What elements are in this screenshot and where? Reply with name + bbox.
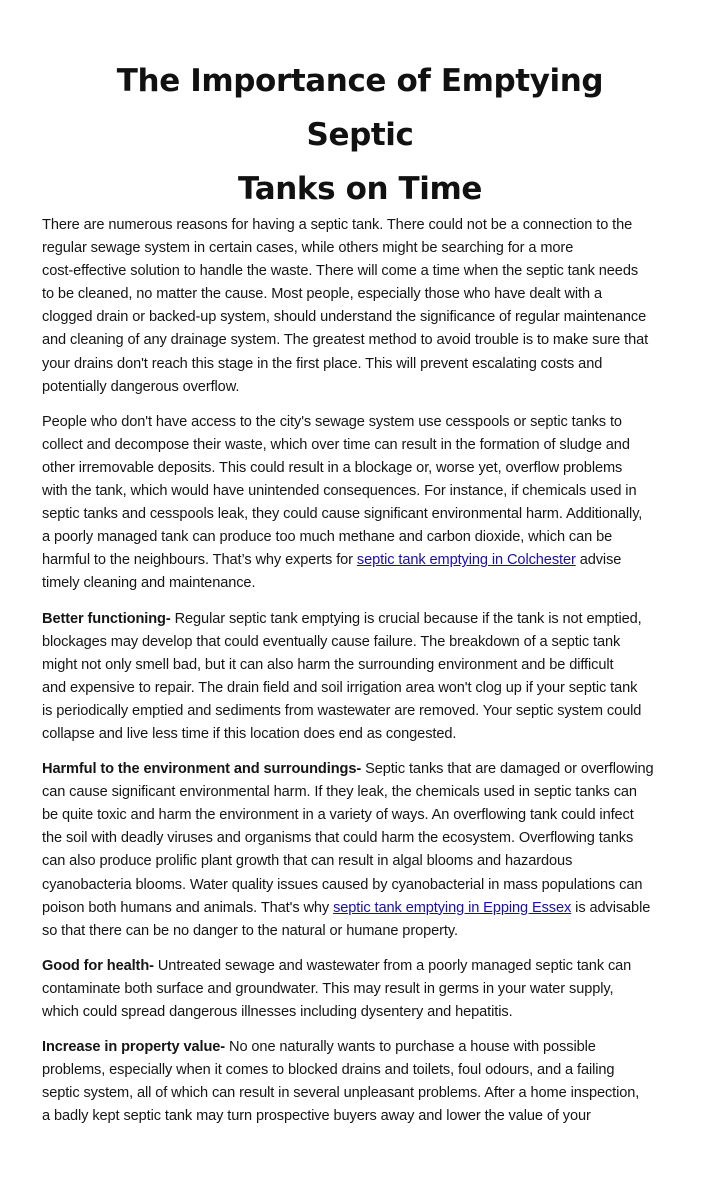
text-line: a badly kept septic tank may turn prospective buyers away and lower the value of your: [42, 1108, 591, 1125]
text-line: potentially dangerous overflow.: [42, 378, 240, 395]
text-line: [42, 608, 682, 631]
text-line: [42, 758, 682, 781]
paragraph-cesspools: [42, 411, 682, 596]
text-line: [42, 955, 682, 978]
text-line: timely cleaning and maintenance.: [42, 575, 256, 592]
text-line: a poorly managed tank can produce too much methane and carbon dioxide, which can be: [42, 529, 613, 546]
lead-rest-text: Untreated sewage and wastewater from a poorly managed septic tank can: [153, 957, 632, 974]
text-line: can also produce prolific plant growth that can result in algal blooms and hazardous: [42, 853, 573, 870]
text-line: regular sewage system in certain cases, while others might be searching for a more: [42, 240, 574, 257]
text-line: cost-effective solution to handle the waste. There will come a time when the septic tank needs: [42, 263, 639, 280]
text-line: other irremovable deposits. This could result in a blockage or, worse yet, overflow problems: [42, 459, 623, 476]
link-septic-tank-emptying-colchester[interactable]: septic tank emptying in Colchester: [356, 552, 576, 569]
text-line: People who don't have access to the city's sewage system use cesspools or septic tanks to: [42, 413, 622, 430]
text-line: can cause significant environmental harm. If they leak, the chemicals used in septic tanks can: [42, 784, 637, 801]
text-line: and expensive to repair. The drain field and soil irrigation area won't clog up if your septic tank: [42, 679, 638, 696]
text-line: problems, especially when it comes to blocked drains and toilets, foul odours, and a failing: [42, 1062, 615, 1079]
paragraph-intro: [42, 214, 682, 399]
text-line: contaminate both surface and groundwater. This may result in germs in your water supply,: [42, 980, 614, 997]
text-line: be quite toxic and harm the environment in a variety of ways. An overflowing tank could infect: [42, 807, 634, 824]
link-lead-text: poison both humans and animals. That's why: [42, 899, 334, 916]
lead-rest-text: Septic tanks that are damaged or overflowing: [361, 761, 654, 778]
text-line: septic tanks and cesspools leak, they could cause significant environmental harm. Additionally,: [42, 506, 643, 523]
text-line: your drains don't reach this stage in the first place. This will prevent escalating costs and: [42, 355, 603, 372]
text-line: collect and decompose their waste, which over time can result in the formation of sludge and: [42, 436, 630, 453]
text-line: with the tank, which would have unintended consequences. For instance, if chemicals used in: [42, 483, 637, 500]
paragraph-environment: [42, 758, 682, 943]
text-line: is periodically emptied and sediments from wastewater are removed. Your septic system could: [42, 702, 642, 719]
text-line: and cleaning of any drainage system. The greatest method to avoid trouble is to make sure that: [42, 332, 649, 349]
article-body: [42, 214, 682, 1140]
lead-rest-text: No one naturally wants to purchase a house with possible: [225, 1039, 596, 1056]
paragraph-property-value: [42, 1036, 682, 1128]
text-line: to be cleaned, no matter the cause. Most people, especially those who have dealt with a: [42, 286, 602, 303]
section-lead-health: Good for health-: [42, 957, 154, 974]
page-title: [60, 54, 660, 216]
link-trail-text: is advisable: [571, 899, 651, 916]
paragraph-health: [42, 955, 682, 1024]
link-septic-tank-emptying-epping-essex[interactable]: septic tank emptying in Epping Essex: [333, 899, 572, 916]
lead-rest-text: Regular septic tank emptying is crucial because if the tank is not emptied,: [170, 610, 642, 627]
text-line: septic system, all of which can result in several unpleasant problems. After a home inspection,: [42, 1085, 640, 1102]
text-line: collapse and live less time if this location does end as congested.: [42, 725, 457, 742]
text-line: There are numerous reasons for having a septic tank. There could not be a connection to the: [42, 217, 633, 233]
paragraph-better-functioning: [42, 608, 682, 747]
text-line: blockages may develop that could eventually cause failure. The breakdown of a septic tank: [42, 633, 621, 650]
text-line: the soil with deadly viruses and organisms that could harm the ecosystem. Overflowing tanks: [42, 830, 634, 847]
section-lead-environment: Harmful to the environment and surroundings-: [42, 761, 362, 778]
text-line: cyanobacteria blooms. Water quality issues caused by cyanobacterial in mass populations can: [42, 876, 643, 893]
section-lead-better-functioning: Better functioning-: [42, 610, 171, 627]
link-trail-text: advise: [575, 552, 622, 569]
section-lead-property-value: Increase in property value-: [42, 1039, 226, 1056]
text-line-with-link: [42, 897, 682, 920]
text-line-with-link: [42, 549, 682, 572]
text-line: [42, 1036, 682, 1059]
text-line: so that there can be no danger to the natural or humane property.: [42, 922, 458, 939]
title-line-1: The Importance of Emptying Septic: [116, 63, 604, 153]
text-line: clogged drain or backed-up system, should understand the significance of regular maintenance: [42, 309, 647, 326]
text-line: which could spread dangerous illnesses including dysentery and hepatitis.: [42, 1004, 513, 1020]
text-line: might not only smell bad, but it can also harm the surrounding environment and be difficult: [42, 656, 614, 673]
link-lead-text: harmful to the neighbours. That’s why experts for: [42, 552, 357, 569]
title-line-2: Tanks on Time: [237, 171, 483, 207]
